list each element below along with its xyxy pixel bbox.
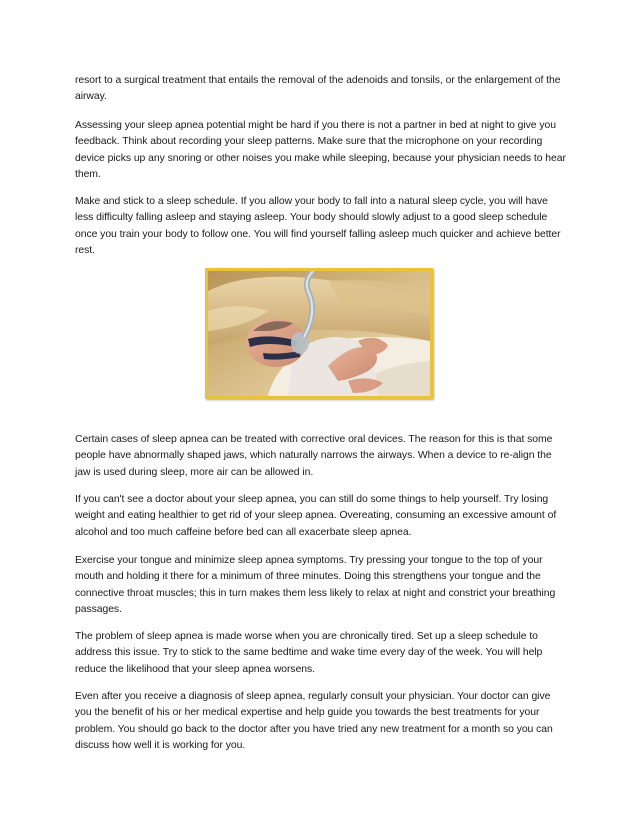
man-sleeping-with-cpap-mask-icon bbox=[208, 271, 430, 396]
body-paragraph: Certain cases of sleep apnea can be treated with corrective oral devices. The reason for this is that some people have abnormally shaped jaws, which naturally narrows the airways. When a device to re-align the jaw is used during sleep, more air can be allowed in. bbox=[75, 434, 553, 478]
body-paragraph: Exercise your tongue and minimize sleep apnea symptoms. Try pressing your tongue to the top of your mouth and holding it there for a minimum of three minutes. Doing this strengthens your tongue and the connective throat muscles; this in turn makes them less likely to relax at night and constrict your breathing passages. bbox=[75, 555, 556, 615]
body-paragraph: Assessing your sleep apnea potential might be hard if you there is not a partner in bed at night to give you feedback. Think about recording your sleep patterns. Make sure that the microphone on your recording device picks up any snoring or other noises you make while sleeping, because your physician needs to hear them. bbox=[75, 120, 566, 180]
sleep-apnea-photo bbox=[205, 268, 433, 399]
body-paragraph: If you can't see a doctor about your sleep apnea, you can still do some things to help yourself. Try losing weight and eating healthier to get rid of your sleep apnea. Overeating, consuming an excessive amount of alcohol and too much caffeine before bed can all exacerbate sleep apnea. bbox=[75, 494, 557, 538]
body-paragraph: The problem of sleep apnea is made worse when you are chronically tired. Set up a sleep schedule to address this issue. Try to stick to the same bedtime and wake time every day of the week. You will help reduce the likelihood that your sleep apnea worsens. bbox=[75, 631, 543, 675]
body-paragraph: Make and stick to a sleep schedule. If you allow your body to fall into a natural sleep cycle, you will have less difficulty falling asleep and staying asleep. Your body should slowly adjust to a good sleep schedule once you train your body to follow one. You will find yourself falling asleep much quicker and achieve better rest. bbox=[75, 196, 561, 256]
body-paragraph: resort to a surgical treatment that entails the removal of the adenoids and tonsils, or the enlargement of the airway. bbox=[75, 75, 561, 103]
body-paragraph: Even after you receive a diagnosis of sleep apnea, regularly consult your physician. Your doctor can give you the benefit of his or her medical expertise and help guide you towards the best treatments for your problem. You should go back to the doctor after you have tried any new treatment for a month so you can discuss how well it is working for you. bbox=[75, 691, 553, 751]
